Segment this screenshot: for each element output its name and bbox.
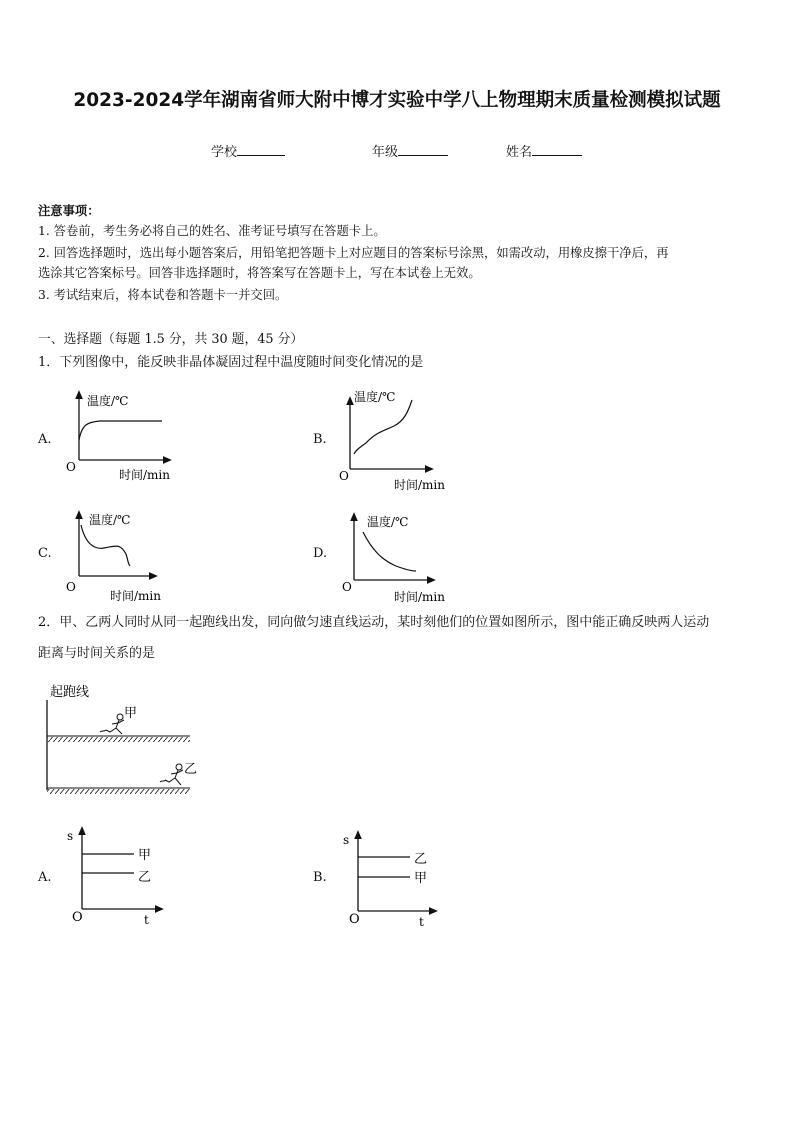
x-axis-label: 时间/min	[394, 590, 445, 604]
origin-label: O	[342, 580, 352, 594]
section-title: 一、选择题（每题 1.5 分，共 30 题，45 分）	[38, 332, 304, 347]
notice-item-1: 1. 答卷前，考生务必将自己的姓名、准考证号填写在答题卡上。	[38, 224, 386, 238]
runner-yi-label: 乙	[184, 762, 198, 777]
x-axis-label: t	[419, 915, 424, 929]
origin-label: O	[66, 580, 76, 594]
q2-option-a-label[interactable]: A.	[38, 870, 52, 885]
origin-label: O	[66, 460, 76, 474]
q1-option-c-label[interactable]: C.	[38, 546, 52, 561]
runner-jia-label: 甲	[124, 706, 138, 721]
lower-line-label: 乙	[138, 870, 152, 885]
notice-item-3: 3. 考试结束后，将本试卷和答题卡一并交回。	[38, 288, 288, 302]
origin-label: O	[72, 910, 83, 925]
school-field	[211, 141, 285, 160]
upper-line-label: 乙	[414, 852, 428, 867]
q1-graph-a	[60, 388, 190, 484]
y-axis-label: 温度/℃	[367, 515, 409, 529]
name-label: 姓名	[506, 145, 533, 160]
q1-option-b-label[interactable]: B.	[313, 432, 327, 447]
lower-lane-hatch	[47, 789, 190, 794]
curve	[79, 421, 162, 440]
runner-jia-icon	[100, 714, 124, 734]
y-axis-label: s	[343, 833, 350, 847]
name-field	[506, 141, 582, 160]
q1-graph-c	[60, 508, 190, 604]
grade-blank[interactable]	[398, 143, 448, 156]
q2-stem-line1: 2．甲、乙两人同时从同一起跑线出发，同向做匀速直线运动，某时刻他们的位置如图所示，图中能正确反映两人运动	[38, 615, 710, 630]
upper-line-label: 甲	[138, 848, 152, 863]
upper-lane-hatch	[47, 737, 190, 742]
notice-item-2-cont: 选涂其它答案标号。回答非选择题时，将答案写在答题卡上，写在本试卷上无效。	[38, 266, 481, 280]
q2-stem-line2: 距离与时间关系的是	[38, 646, 156, 661]
curve	[354, 400, 412, 454]
name-blank[interactable]	[532, 143, 582, 156]
y-axis-label: 温度/℃	[354, 390, 396, 404]
page-title: 2023-2024学年湖南省师大附中博才实验中学八上物理期末质量检测模拟试题	[73, 90, 721, 111]
runner-yi-icon	[160, 764, 183, 785]
q2-graph-a	[62, 824, 172, 930]
q1-stem: 1．下列图像中，能反映非晶体凝固过程中温度随时间变化情况的是	[38, 355, 424, 370]
curve	[81, 525, 130, 566]
y-axis-label: s	[67, 829, 74, 843]
q2-track-diagram	[40, 680, 200, 800]
notice-item-2: 2. 回答选择题时，选出每小题答案后，用铅笔把答题卡上对应题目的答案标号涂黑，如需改动，用橡皮擦干净后，再	[38, 246, 669, 260]
grade-label: 年级	[372, 145, 399, 160]
x-axis-label: 时间/min	[394, 478, 445, 492]
grade-field	[372, 141, 448, 160]
y-axis-label: 温度/℃	[87, 394, 129, 408]
curve	[363, 532, 416, 571]
school-label: 学校	[211, 145, 238, 160]
lower-line-label: 甲	[414, 871, 428, 886]
x-axis-label: 时间/min	[110, 589, 161, 603]
school-blank[interactable]	[237, 143, 285, 156]
q1-option-d-label[interactable]: D.	[313, 546, 328, 561]
notice-heading: 注意事项：	[38, 203, 100, 218]
start-line-label: 起跑线	[50, 685, 90, 700]
x-axis-label: 时间/min	[119, 468, 170, 482]
q2-option-b-label[interactable]: B.	[313, 870, 327, 885]
q1-option-a-label[interactable]: A.	[38, 432, 52, 447]
origin-label: O	[349, 912, 360, 927]
q1-graph-d	[336, 508, 466, 604]
origin-label: O	[339, 469, 349, 483]
q2-graph-b	[338, 826, 448, 932]
x-axis-label: t	[144, 913, 149, 927]
y-axis-label: 温度/℃	[89, 513, 131, 527]
q1-graph-b	[334, 388, 464, 494]
